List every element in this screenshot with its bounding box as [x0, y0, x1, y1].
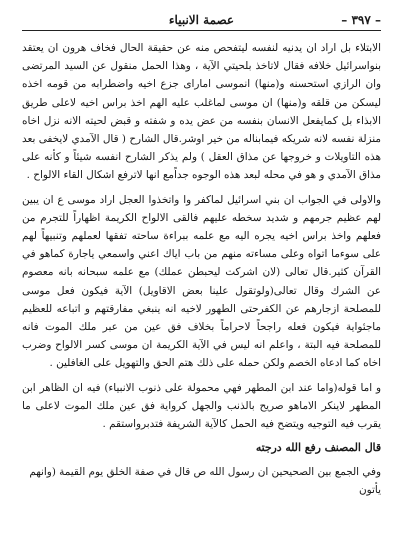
page-number: – ٣٩٧ –	[341, 13, 381, 27]
page-header	[22, 12, 381, 31]
paragraph-3: و اما قوله(واما عند ابن المطهر فهي محمولة على ذنوب الانبياء) فيه ان الظاهر ابن المطهر لاينكر الاماهو صريح بالذنب والجهل كرواية فق عين ملك الموت لاعلى ما يقرب فيه التوجيه ويتضح فيه الحمل كالآية الشريفة فتدبرواستقم .	[22, 381, 381, 431]
section-heading: قال المصنف رفع الله درجته	[255, 441, 381, 455]
paragraph-1: الابتلاء بل اراد ان يدنيه لنفسه ليتفحص منه عن حقيقة الحال فخاف هرون ان يعتقد بنواسرائيل خلافه فقال لاتاخذ بلحيتي الآية ، وهذا الحمل منقول عن السيد المرتضى وان الرازي استحسنه و(منها) انموسى اماراى جزع اخيه واضطرابه من قومه اخذه ليسكن من قلقه و(منها) ان موسى لماغلب عليه الهم اخذ براس اخيه لاعلى طريق الابذاء بل كمايفعل الانسان بنفسه من عض يده و شفته و قبض لحيته الانه نزل اخاه منزلة نفسه لانه شريكه فيمابناله من خير اوشر.قال الشارح ( قال الآمدي لايخفى بعد هذه التاويلات و خروجها عن مذاق العقل ) ولم يذكر الشارح انفسه شيئاً و كأنه على مذاق الآمدي و هو في محله لبعد هذه الوجوه جداًمع انها لاترفع اشكال القاء الالواح .	[22, 42, 381, 182]
paragraph-2: والاولى في الجواب ان بني اسرائيل لماكفر وا واتخذوا العجل اراد موسى ع ان يبين لهم عظيم جرمهم و شديد سخطه عليهم فالقى الالواح الكريمة اظهاراً للتجرم من فعلهم واخذ براس اخيه يجره اليه مع علمه ببراءة ساحته تفقها لعملهم وتنبيهاً لهم على سوءما اتواه وعلى مساءته منهم من باب اياك اعني واسمعي ياجارة كماهو في القرآن كثير.قال تعالى (لان اشركت ليحبطن عملك) مع علمه سبحانه بانه معصوم عن الشرك وقال تعالى(ولوتقول علينا بعض الاقاويل) الآية فيكون فعل موسى للمصلحة ازجارهم عن الكفرحتى الطهور لاخيه انه ينبغي مفارقتهم و اتباعه للعظيم ماجئواية فيكون فعله راجحاً لاحراماً بخلاف فق عين من عبر ملك الموت فانه للمصلحة فيه البتة ، واعلم انه ليس في الآية الكريمة ان موسى كسر الالواح وضرب اخاه كما ادعاه الخصم ولكن حمله على ذلك هتم الحق والتهويل على الغافلين .	[22, 193, 381, 370]
running-title: عصمة الانبياء	[168, 13, 235, 27]
closing-line: وفي الجمع بين الصحيحين ان رسول الله ص قال في صفة الخلق يوم القيمة (وانهم يأتون	[29, 466, 381, 497]
